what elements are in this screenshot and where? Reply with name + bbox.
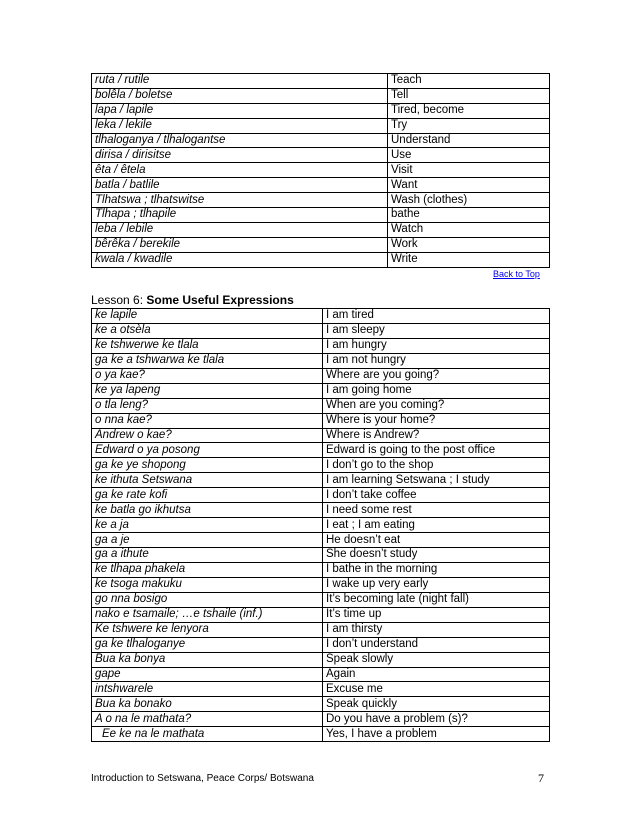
english-cell: Where are you going? [323, 368, 550, 383]
english-cell: She doesn’t study [323, 548, 550, 563]
expressions-table [91, 308, 550, 742]
verbs-table [91, 73, 550, 268]
table-row [92, 368, 550, 383]
setswana-cell: gape [92, 667, 323, 682]
table-row [92, 237, 550, 252]
english-cell: I need some rest [323, 503, 550, 518]
setswana-cell: ga a ithute [92, 548, 323, 563]
english-cell: I am not hungry [323, 353, 550, 368]
setswana-cell: Ee ke na le mathata [92, 727, 323, 742]
english-cell: Write [388, 252, 550, 267]
setswana-cell: Ke tshwere ke lenyora [92, 622, 323, 637]
english-cell: Where is your home? [323, 413, 550, 428]
setswana-cell: go nna bosigo [92, 592, 323, 607]
setswana-cell: Tlhapa ; tlhapile [92, 208, 388, 223]
english-cell: Tired, become [388, 103, 550, 118]
english-cell: Speak quickly [323, 697, 550, 712]
setswana-cell: Andrew o kae? [92, 428, 323, 443]
english-cell: Use [388, 148, 550, 163]
english-cell: He doesn’t eat [323, 533, 550, 548]
table-row [92, 309, 550, 324]
english-cell: Tell [388, 88, 550, 103]
table-row [92, 577, 550, 592]
table-row [92, 353, 550, 368]
table-row [92, 118, 550, 133]
setswana-cell: ga a je [92, 533, 323, 548]
table-row [92, 148, 550, 163]
setswana-cell: ke lapile [92, 309, 323, 324]
table-row [92, 652, 550, 667]
table-row [92, 682, 550, 697]
english-cell: I am learning Setswana ; I study [323, 473, 550, 488]
english-cell: Wash (clothes) [388, 193, 550, 208]
table-row [92, 252, 550, 267]
table-row [92, 607, 550, 622]
footer-text: Introduction to Setswana, Peace Corps/ Botswana [91, 773, 314, 784]
table-row [92, 163, 550, 178]
english-cell: I am going home [323, 383, 550, 398]
setswana-cell: kwala / kwadile [92, 252, 388, 267]
english-cell: Want [388, 178, 550, 193]
table-row [92, 208, 550, 223]
setswana-cell: o tla leng? [92, 398, 323, 413]
english-cell: It’s becoming late (night fall) [323, 592, 550, 607]
setswana-cell: ke ya lapeng [92, 383, 323, 398]
setswana-cell: bêrêka / berekile [92, 237, 388, 252]
table-row [92, 503, 550, 518]
english-cell: It’s time up [323, 607, 550, 622]
setswana-cell: intshwarele [92, 682, 323, 697]
english-cell: Work [388, 237, 550, 252]
table-row [92, 473, 550, 488]
table-row [92, 697, 550, 712]
english-cell: I don’t take coffee [323, 488, 550, 503]
english-cell: Do you have a problem (s)? [323, 712, 550, 727]
table-row [92, 592, 550, 607]
table-row [92, 533, 550, 548]
english-cell: Edward is going to the post office [323, 443, 550, 458]
setswana-cell: ga ke tlhaloganye [92, 637, 323, 652]
english-cell: Again [323, 667, 550, 682]
setswana-cell: nako e tsamaile; …e tshaile (inf.) [92, 607, 323, 622]
setswana-cell: Bua ka bonako [92, 697, 323, 712]
english-cell: bathe [388, 208, 550, 223]
english-cell: Speak slowly [323, 652, 550, 667]
setswana-cell: ke batla go ikhutsa [92, 503, 323, 518]
setswana-cell: ke a ja [92, 518, 323, 533]
setswana-cell: Bua ka bonya [92, 652, 323, 667]
setswana-cell: ga ke rate kofi [92, 488, 323, 503]
table-row [92, 637, 550, 652]
table-row [92, 562, 550, 577]
lesson-title: Some Useful Expressions [146, 293, 294, 307]
setswana-cell: tlhaloganya / tlhalogantse [92, 133, 388, 148]
english-cell: I bathe in the morning [323, 562, 550, 577]
table-row [92, 103, 550, 118]
table-row [92, 548, 550, 563]
setswana-cell: dirisa / dirisitse [92, 148, 388, 163]
table-row [92, 488, 550, 503]
setswana-cell: ke tsoga makuku [92, 577, 323, 592]
english-cell: Understand [388, 133, 550, 148]
table-row [92, 458, 550, 473]
setswana-cell: ruta / rutile [92, 74, 388, 89]
english-cell: I am hungry [323, 338, 550, 353]
setswana-cell: Tlhatswa ; tlhatswitse [92, 193, 388, 208]
setswana-cell: batla / batlile [92, 178, 388, 193]
setswana-cell: bolêla / boletse [92, 88, 388, 103]
setswana-cell: ke tshwerwe ke tlala [92, 338, 323, 353]
table-row [92, 622, 550, 637]
english-cell: Try [388, 118, 550, 133]
setswana-cell: ke a otsèla [92, 323, 323, 338]
setswana-cell: ke ithuta Setswana [92, 473, 323, 488]
table-row [92, 323, 550, 338]
english-cell: I am thirsty [323, 622, 550, 637]
english-cell: I don’t go to the shop [323, 458, 550, 473]
english-cell: I don’t understand [323, 637, 550, 652]
table-row [92, 133, 550, 148]
table-row [92, 712, 550, 727]
table-row [92, 667, 550, 682]
setswana-cell: ga ke a tshwarwa ke tlala [92, 353, 323, 368]
setswana-cell: leba / lebile [92, 222, 388, 237]
english-cell: I am sleepy [323, 323, 550, 338]
english-cell: I am tired [323, 309, 550, 324]
table-row [92, 443, 550, 458]
english-cell: Yes, I have a problem [323, 727, 550, 742]
table-row [92, 338, 550, 353]
table-row [92, 193, 550, 208]
english-cell: When are you coming? [323, 398, 550, 413]
english-cell: Watch [388, 222, 550, 237]
table-row [92, 428, 550, 443]
setswana-cell: êta / êtela [92, 163, 388, 178]
setswana-cell: o nna kae? [92, 413, 323, 428]
table-row [92, 222, 550, 237]
english-cell: I wake up very early [323, 577, 550, 592]
page-number: 7 [538, 771, 544, 785]
setswana-cell: leka / lekile [92, 118, 388, 133]
table-row [92, 88, 550, 103]
table-row [92, 727, 550, 742]
table-row [92, 398, 550, 413]
table-row [92, 383, 550, 398]
english-cell: Excuse me [323, 682, 550, 697]
setswana-cell: ga ke ye shopong [92, 458, 323, 473]
setswana-cell: lapa / lapile [92, 103, 388, 118]
table-row [92, 74, 550, 89]
setswana-cell: A o na le mathata? [92, 712, 323, 727]
english-cell: Teach [388, 74, 550, 89]
table-row [92, 178, 550, 193]
setswana-cell: ke tlhapa phakela [92, 562, 323, 577]
setswana-cell: Edward o ya posong [92, 443, 323, 458]
table-row [92, 518, 550, 533]
lesson-heading [91, 293, 294, 307]
back-to-top-link[interactable]: Back to Top [493, 269, 540, 279]
lesson-prefix: Lesson 6: [91, 293, 147, 307]
table-row [92, 413, 550, 428]
setswana-cell: o ya kae? [92, 368, 323, 383]
english-cell: Where is Andrew? [323, 428, 550, 443]
english-cell: Visit [388, 163, 550, 178]
english-cell: I eat ; I am eating [323, 518, 550, 533]
